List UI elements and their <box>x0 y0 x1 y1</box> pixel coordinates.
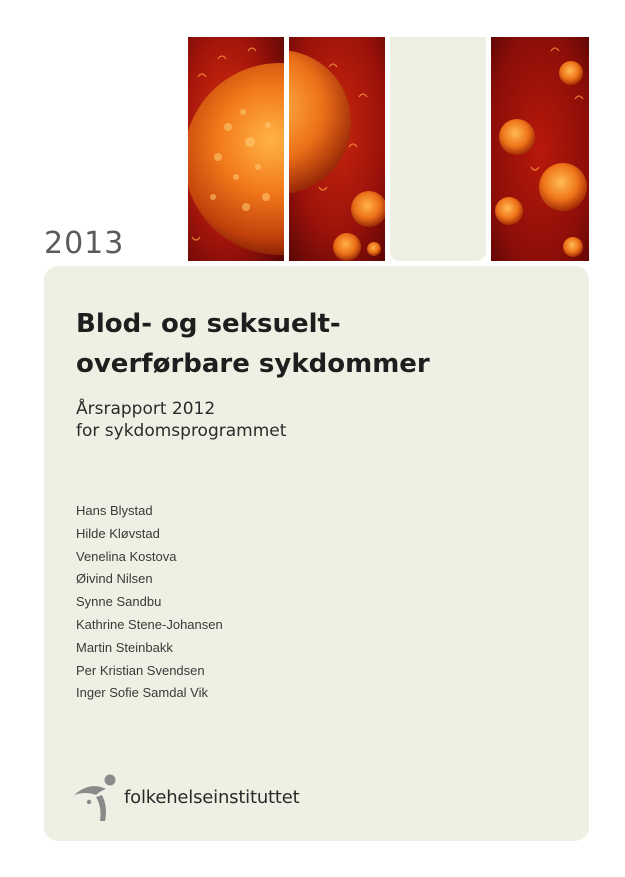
author-name: Hilde Kløvstad <box>76 525 160 541</box>
author-name: Venelina Kostova <box>76 548 177 564</box>
publisher-name: folkehelseinstituttet <box>124 787 300 808</box>
report-subtitle-line-2: for sykdomsprogrammet <box>76 421 287 441</box>
author-name: Øivind Nilsen <box>76 571 153 587</box>
author-name: Inger Sofie Samdal Vik <box>76 685 208 701</box>
virus-image-panel-1 <box>188 37 284 261</box>
report-title <box>76 304 556 384</box>
fhi-logo-icon <box>72 771 118 823</box>
publisher-logo <box>72 771 332 823</box>
blank-panel <box>390 37 486 261</box>
report-title-line-2: overførbare sykdommer <box>76 349 430 379</box>
author-name: Kathrine Stene-Johansen <box>76 616 223 632</box>
author-list <box>76 500 223 705</box>
report-year: 2013 <box>44 226 125 261</box>
cover-card <box>44 266 589 841</box>
virus-image-panel-4 <box>491 37 589 261</box>
report-subtitle-line-1: Årsrapport 2012 <box>76 399 216 419</box>
author-name: Per Kristian Svendsen <box>76 662 205 678</box>
author-name: Synne Sandbu <box>76 594 162 610</box>
author-name: Martin Steinbakk <box>76 639 173 655</box>
author-name: Hans Blystad <box>76 503 153 518</box>
report-subtitle <box>76 398 286 442</box>
virus-image-panel-2 <box>289 37 385 261</box>
report-title-line-1: Blod- og seksuelt- <box>76 309 341 339</box>
